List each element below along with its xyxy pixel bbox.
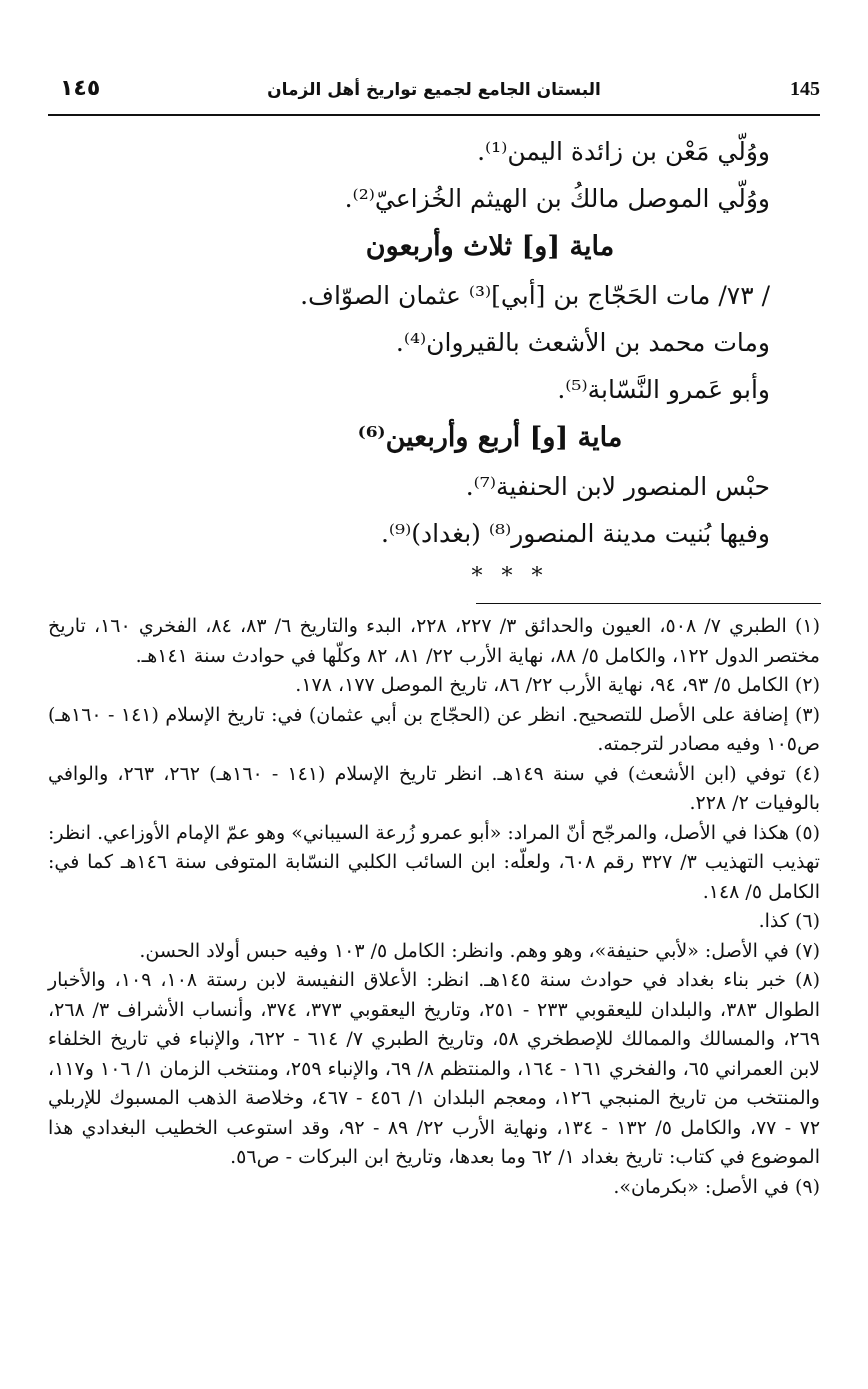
text-line: وفيها بُنيت مدينة المنصور⁽⁸⁾ (بغداد)⁽⁹⁾. [380,519,770,548]
footnote: (٦) كذا. [758,910,820,932]
text-line: ومات محمد بن الأشعث بالقيروان⁽⁴⁾. [395,328,770,357]
running-title: البستان الجامع لجميع تواريخ أهل الزمان [267,80,601,100]
section-heading: ماية [و] أربع وأربعين⁽⁶⁾ [357,422,623,453]
footnote: (٣) إضافة على الأصل للتصحيح. انظر عن (الحجّاج بن أبي عثمان) في: تاريخ الإسلام (١٤١ - ١٦٠هـ) ص١٠٥ وفيه مصادر لترجمته. [48,703,821,755]
text-line: حبْس المنصور لابن الحنفية⁽⁷⁾. [465,472,770,501]
footnote: (٨) خبر بناء بغداد في حوادث سنة ١٤٥هـ. انظر: الأعلاق النفيسة لابن رستة ١٠٨، ١٠٩، والأخبار الطوال ٣٨٣، والبلدان لليعقوبي ٢٣٣ - ٢٥١، وتاريخ اليعقوبي ٣٧٣، ٣٧٤، وأنساب الأشراف ٣/ ٢٦٨، ٢٦٩، والمسالك والممالك للإصطخري ٥٨، وتاريخ الطبري ٧/ ٦١٤ - ٦٢٢، والإنباء في تاريخ الخلفاء لابن العمراني ٦٥، والفخري ١٦١ - ١٦٤، والمنتظم ٨/ ٦٩، والإنباء ٢٥٩، ومنتخب الزمان ١/ ١٠٦ و١١٧، والمنتخب من تاريخ المنبجي ١٢٦، ومعجم البلدان ١/ ٤٥٦ - ٤٦٧، وخلاصة الذهب المسبوك للإربلي ٧٢ - ٧٧، والكامل ٥/ ١٣٢ - ١٣٤، ونهاية الأرب ٢٢/ ٨٩ - ٩٢، وقد استوعب الخطيب البغدادي هذا الموضوع في كتاب: تاريخ بغداد ١/ ٦٢ وما بعدها، وتاريخ ابن البركات - ص٥٦. [48,969,821,1168]
text-line: ووُلّي الموصل مالكُ بن الهيثم الخُزاعيّ⁽²⁾. [344,184,770,213]
footnote: (٤) توفي (ابن الأشعث) في سنة ١٤٩هـ. انظر تاريخ الإسلام (١٤١ - ١٦٠هـ) ٢٦٢، ٢٦٣، والوافي بالوفيات ٢/ ٢٢٨. [48,762,820,814]
main-text [130,128,770,597]
text-line: / ٧٣/ مات الحَجّاج بن [أبي]⁽³⁾ عثمان الصوّاف. [300,281,770,310]
text-line: وأبو عَمرو النَّسّابة⁽⁵⁾. [557,375,770,404]
footnote: (٩) في الأصل: «بكرمان». [613,1175,820,1198]
footnote: (٢) الكامل ٥/ ٩٣، ٩٤، نهاية الأرب ٢٢/ ٨٦، تاريخ الموصل ١٧٧، ١٧٨. [295,674,820,696]
footnote: (٥) هكذا في الأصل، والمرجّح أنّ المراد: «أبو عمرو زُرعة السيباني» وهو عمّ الإمام الأوزاعي. انظر: تهذيب التهذيب ٣/ ٣٢٧ رقم ٦٠٨، ولعلّه: ابن السائب الكلبي النسّابة المتوفى سنة ١٤٦هـ كما في: الكامل ٥/ ١٤٨. [48,821,820,903]
section-separator: * * * [471,564,549,589]
footnotes [48,612,820,1202]
page-number: 145 [790,78,820,100]
page-header [48,72,820,116]
section-heading: ماية [و] ثلاث وأربعون [365,231,615,262]
footnote: (١) الطبري ٧/ ٥٠٨، العيون والحدائق ٣/ ٢٢٧، ٢٢٨، البدء والتاريخ ٦/ ٨٣، ٨٤، الفخري ١٦٠، تاريخ مختصر الدول ١٢٢، والكامل ٥/ ٨٨، نهاية الأرب ٢٢/ ٨١، ٨٢ وكلّها في حوادث سنة ١٤١هـ. [48,615,821,667]
text-line: ووُلّي مَعْن بن زائدة اليمن⁽¹⁾. [477,137,770,166]
footnote: (٧) في الأصل: «لأبي حنيفة»، وهو وهم. وانظر: الكامل ٥/ ١٠٣ وفيه حبس أولاد الحسن. [139,939,820,962]
page-number-arabic: ١٤٥ [60,76,101,101]
footnote-rule [476,603,821,604]
